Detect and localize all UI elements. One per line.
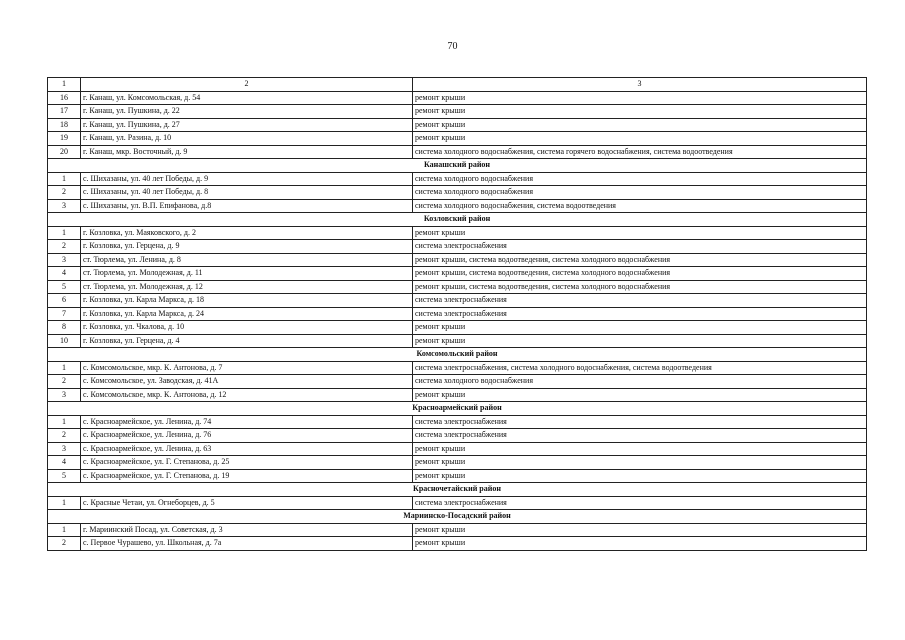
table-row <box>48 307 867 321</box>
row-work-type: ремонт крыши, система водоотведения, система холодного водоснабжения <box>413 267 867 281</box>
row-number: 19 <box>48 132 81 146</box>
row-number: 1 <box>48 172 81 186</box>
district-row <box>48 510 867 524</box>
row-address: с. Шихазаны, ул. В.П. Епифанова, д.8 <box>81 199 413 213</box>
header-col-3: 3 <box>413 78 867 92</box>
row-number: 2 <box>48 186 81 200</box>
row-address: г. Козловка, ул. Герцена, д. 4 <box>81 334 413 348</box>
table-row <box>48 429 867 443</box>
row-address: с. Первое Чурашево, ул. Школьная, д. 7а <box>81 537 413 551</box>
row-address: ст. Тюрлема, ул. Молодежная, д. 11 <box>81 267 413 281</box>
row-number: 8 <box>48 321 81 335</box>
row-work-type: система холодного водоснабжения, система горячего водоснабжения, система водоотведения <box>413 145 867 159</box>
row-address: г. Козловка, ул. Карла Маркса, д. 24 <box>81 307 413 321</box>
row-number: 1 <box>48 361 81 375</box>
repair-table <box>47 77 867 551</box>
row-work-type: система холодного водоснабжения <box>413 186 867 200</box>
row-number: 2 <box>48 537 81 551</box>
row-address: ст. Тюрлема, ул. Ленина, д. 8 <box>81 253 413 267</box>
row-address: с. Красноармейское, ул. Г. Степанова, д. 25 <box>81 456 413 470</box>
row-address: г. Козловка, ул. Герцена, д. 9 <box>81 240 413 254</box>
table-row <box>48 132 867 146</box>
row-address: с. Красные Четаи, ул. Огнеборцев, д. 5 <box>81 496 413 510</box>
row-work-type: система электроснабжения <box>413 307 867 321</box>
row-number: 2 <box>48 240 81 254</box>
row-work-type: ремонт крыши <box>413 388 867 402</box>
row-work-type: система электроснабжения <box>413 294 867 308</box>
row-work-type: ремонт крыши, система водоотведения, система холодного водоснабжения <box>413 253 867 267</box>
row-work-type: система электроснабжения, система холодного водоснабжения, система водоотведения <box>413 361 867 375</box>
row-address: с. Шихазаны, ул. 40 лет Победы, д. 8 <box>81 186 413 200</box>
row-work-type: система электроснабжения <box>413 429 867 443</box>
row-number: 4 <box>48 456 81 470</box>
row-address: г. Канаш, ул. Пушкина, д. 27 <box>81 118 413 132</box>
district-row <box>48 483 867 497</box>
district-name: Красночетайский район <box>48 483 867 497</box>
table-row <box>48 496 867 510</box>
header-col-2: 2 <box>81 78 413 92</box>
row-work-type: ремонт крыши <box>413 442 867 456</box>
table-row <box>48 280 867 294</box>
table-row <box>48 118 867 132</box>
table-row <box>48 388 867 402</box>
district-row <box>48 348 867 362</box>
table-header-row <box>48 78 867 92</box>
row-number: 18 <box>48 118 81 132</box>
row-number: 2 <box>48 429 81 443</box>
row-number: 1 <box>48 496 81 510</box>
row-work-type: система холодного водоснабжения <box>413 375 867 389</box>
row-number: 4 <box>48 267 81 281</box>
row-address: г. Козловка, ул. Чкалова, д. 10 <box>81 321 413 335</box>
table-row <box>48 321 867 335</box>
header-col-1: 1 <box>48 78 81 92</box>
page-number: 70 <box>447 41 458 52</box>
table-row <box>48 334 867 348</box>
district-name: Мариинско-Посадский район <box>48 510 867 524</box>
table-row <box>48 537 867 551</box>
table-row <box>48 415 867 429</box>
row-number: 3 <box>48 442 81 456</box>
table-row <box>48 199 867 213</box>
row-work-type: система холодного водоснабжения, система водоотведения <box>413 199 867 213</box>
row-address: с. Комсомольское, ул. Заводская, д. 41А <box>81 375 413 389</box>
row-address: с. Красноармейское, ул. Г. Степанова, д. 19 <box>81 469 413 483</box>
row-number: 16 <box>48 91 81 105</box>
row-work-type: ремонт крыши <box>413 456 867 470</box>
row-work-type: ремонт крыши <box>413 91 867 105</box>
district-row <box>48 213 867 227</box>
row-number: 2 <box>48 375 81 389</box>
row-number: 3 <box>48 388 81 402</box>
district-name: Комсомольский район <box>48 348 867 362</box>
table-row <box>48 145 867 159</box>
row-number: 1 <box>48 523 81 537</box>
row-number: 5 <box>48 469 81 483</box>
table-row <box>48 375 867 389</box>
row-number: 3 <box>48 199 81 213</box>
district-row <box>48 159 867 173</box>
table-row <box>48 294 867 308</box>
row-address: г. Козловка, ул. Карла Маркса, д. 18 <box>81 294 413 308</box>
table-row <box>48 226 867 240</box>
table-row <box>48 469 867 483</box>
table-row <box>48 186 867 200</box>
row-number: 1 <box>48 226 81 240</box>
table-row <box>48 105 867 119</box>
row-number: 7 <box>48 307 81 321</box>
district-name: Канашский район <box>48 159 867 173</box>
row-work-type: система электроснабжения <box>413 415 867 429</box>
row-address: с. Шихазаны, ул. 40 лет Победы, д. 9 <box>81 172 413 186</box>
row-work-type: ремонт крыши <box>413 321 867 335</box>
row-work-type: ремонт крыши <box>413 226 867 240</box>
table-row <box>48 267 867 281</box>
row-address: г. Мариинский Посад, ул. Советская, д. 3 <box>81 523 413 537</box>
row-number: 5 <box>48 280 81 294</box>
row-number: 20 <box>48 145 81 159</box>
row-address: г. Канаш, ул. Разина, д. 10 <box>81 132 413 146</box>
row-address: с. Комсомольское, мкр. К. Антонова, д. 12 <box>81 388 413 402</box>
row-number: 10 <box>48 334 81 348</box>
row-work-type: ремонт крыши, система водоотведения, система холодного водоснабжения <box>413 280 867 294</box>
table-row <box>48 240 867 254</box>
row-work-type: система электроснабжения <box>413 240 867 254</box>
row-work-type: ремонт крыши <box>413 334 867 348</box>
row-number: 17 <box>48 105 81 119</box>
district-name: Козловский район <box>48 213 867 227</box>
table-row <box>48 523 867 537</box>
table-row <box>48 253 867 267</box>
row-number: 1 <box>48 415 81 429</box>
row-address: г. Канаш, ул. Пушкина, д. 22 <box>81 105 413 119</box>
row-address: ст. Тюрлема, ул. Молодежная, д. 12 <box>81 280 413 294</box>
table-row <box>48 456 867 470</box>
row-address: с. Красноармейское, ул. Ленина, д. 76 <box>81 429 413 443</box>
row-address: с. Красноармейское, ул. Ленина, д. 74 <box>81 415 413 429</box>
table-row <box>48 442 867 456</box>
row-work-type: ремонт крыши <box>413 105 867 119</box>
row-work-type: ремонт крыши <box>413 132 867 146</box>
row-number: 6 <box>48 294 81 308</box>
row-number: 3 <box>48 253 81 267</box>
table-body <box>48 78 867 551</box>
row-work-type: ремонт крыши <box>413 537 867 551</box>
table-row <box>48 361 867 375</box>
row-work-type: система электроснабжения <box>413 496 867 510</box>
row-work-type: система холодного водоснабжения <box>413 172 867 186</box>
row-address: с. Красноармейское, ул. Ленина, д. 63 <box>81 442 413 456</box>
row-work-type: ремонт крыши <box>413 469 867 483</box>
row-address: г. Канаш, ул. Комсомольская, д. 54 <box>81 91 413 105</box>
row-work-type: ремонт крыши <box>413 118 867 132</box>
table-row <box>48 172 867 186</box>
district-row <box>48 402 867 416</box>
row-address: с. Комсомольское, мкр. К. Антонова, д. 7 <box>81 361 413 375</box>
row-work-type: ремонт крыши <box>413 523 867 537</box>
row-address: г. Канаш, мкр. Восточный, д. 9 <box>81 145 413 159</box>
district-name: Красноармейский район <box>48 402 867 416</box>
table-row <box>48 91 867 105</box>
row-address: г. Козловка, ул. Маяковского, д. 2 <box>81 226 413 240</box>
